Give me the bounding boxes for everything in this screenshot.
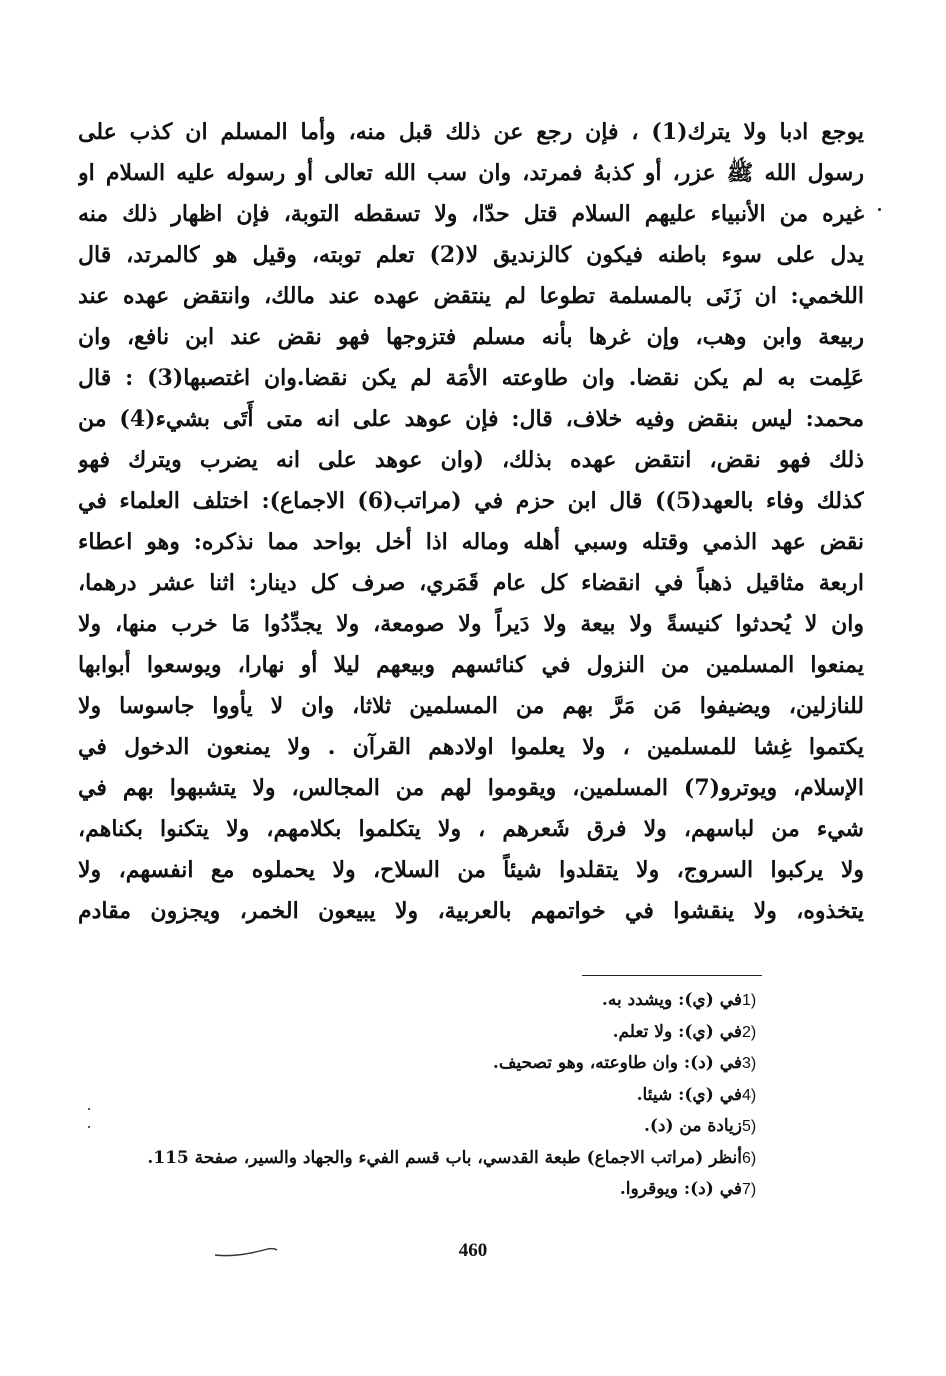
text-line: وان لا يُحدثوا كنيسةً ولا بيعة ولا دَيراً ولا صومعة، ولا يجدِّدُوا مَا خرب منها، ولا <box>78 611 864 637</box>
scan-speck <box>878 208 881 211</box>
footnote-number: 6) <box>742 1149 757 1167</box>
footnote-item <box>126 1048 766 1080</box>
footnote-item <box>126 1143 766 1175</box>
footnote-text: في (ي): ويشدد به. <box>601 990 742 1010</box>
text-line: يكتموا غِشا للمسلمين ، ولا يعلموا اولادهم القرآن . ولا يمنعون الدخول في <box>78 734 864 760</box>
text-line: يتخذوه، ولا ينقشوا في خواتمهم بالعربية، ولا يبيعون الخمر، ويجزون مقادم <box>78 898 864 924</box>
footnote-text: في (ي): ولا تعلم. <box>612 1021 742 1042</box>
text-line: نقض عهد الذمي وقتله وسبي أهله وماله اذا أخل بواحد مما نذكره: وهو اعطاء <box>78 529 864 555</box>
footnote-text: في (د): وان طاوعته، وهو تصحيف. <box>492 1053 742 1073</box>
text-line: محمد: ليس بنقض وفيه خلاف، قال: فإن عوهد على انه متى أَتَى بشيء(4) من <box>78 406 864 432</box>
text-line: ذلك فهو نقض، انتقض عهده بذلك، (وان عوهد على انه يضرب ويترك فهو <box>78 447 864 473</box>
text-line: ولا يركبوا السروج، ولا يتقلدوا شيئاً من السلاح، ولا يحملوه مع انفسهم، ولا <box>78 857 864 883</box>
text-line: اربعة مثاقيل ذهباً في انقضاء كل عام قَمَري، صرف كل دينار: اثنا عشر درهما، <box>78 570 864 596</box>
text-line: غيره من الأنبياء عليهم السلام قتل حدّا، ولا تسقطه التوبة، فإن اظهار ذلك منه <box>78 201 864 227</box>
page-number: 460 <box>458 1240 488 1261</box>
footnote-text: في (د): ويوقروا. <box>619 1179 742 1199</box>
footnote-text: زيادة من (د). <box>643 1116 742 1136</box>
footnote-text: في (ي): شيئا. <box>636 1084 742 1105</box>
footnote-divider <box>582 975 762 976</box>
footnote-number: 3) <box>742 1055 757 1072</box>
text-line: يوجع ادبا ولا يترك(1) ، فإن رجع عن ذلك قبل منه، وأما المسلم ان كذب على <box>78 119 864 145</box>
scan-speck <box>88 1108 90 1110</box>
text-line: شيء من لباسهم، ولا فرق شَعرهم ، ولا يتكلموا بكلامهم، ولا يتكنوا بكناهم، <box>78 816 864 842</box>
footnote-number: 7) <box>742 1181 757 1198</box>
text-line: يمنعوا المسلمين من النزول في كنائسهم وبيعهم ليلا أو نهارا، ويوسعوا أبوابها <box>78 652 864 678</box>
text-line: اللخمي: ان زَنَى بالمسلمة تطوعا لم ينتقض عهده عند مالك، وانتقض عهده عند <box>78 283 864 309</box>
text-line: الإسلام، ويوترو(7) المسلمين، ويقوموا لهم من المجالس، ولا يتشبهوا بهم في <box>78 775 864 801</box>
main-text-block <box>78 112 864 932</box>
footnote-item <box>126 1080 766 1112</box>
text-line: رسول الله ﷺ عزر، أو كذبهُ فمرتد، وان سب الله تعالى أو رسوله عليه السلام او <box>78 160 864 186</box>
scan-speck <box>88 1126 90 1128</box>
footnote-item <box>126 1174 766 1206</box>
footnote-number: 2) <box>742 1023 757 1041</box>
footnote-item <box>126 985 766 1017</box>
text-line: عَلِمت به لم يكن نقضا. وان طاوعته الأمَة لم يكن نقضا.وان اغتصبها(3) : قال <box>78 365 864 391</box>
footnote-number: 5) <box>742 1118 757 1135</box>
footnote-text: أنظر (مراتب الاجماع) طبعة القدسي، باب قسم الفيء والجهاد والسير، صفحة 115. <box>147 1147 742 1168</box>
footnote-item <box>126 1111 766 1143</box>
footnote-number: 1) <box>742 992 757 1009</box>
text-line: ربيعة وابن وهب، وإن غرها بأنه مسلم فتزوجها فهو نقض عند ابن نافع، وان <box>78 324 864 350</box>
footnotes-block <box>126 985 766 1206</box>
text-line: يدل على سوء باطنه فيكون كالزنديق لا(2) تعلم توبته، وقيل هو كالمرتد، قال <box>78 242 864 268</box>
footnote-number: 4) <box>742 1086 757 1104</box>
text-line: كذلك وفاء بالعهد(5)) قال ابن حزم في (مراتب(6) الاجماع): اختلف العلماء في <box>78 488 864 514</box>
text-line: للنازلين، ويضيفوا مَن مَرَّ بهم من المسلمين ثلاثا، وان لا يأووا جاسوسا ولا <box>78 693 864 719</box>
footnote-item <box>126 1017 766 1049</box>
